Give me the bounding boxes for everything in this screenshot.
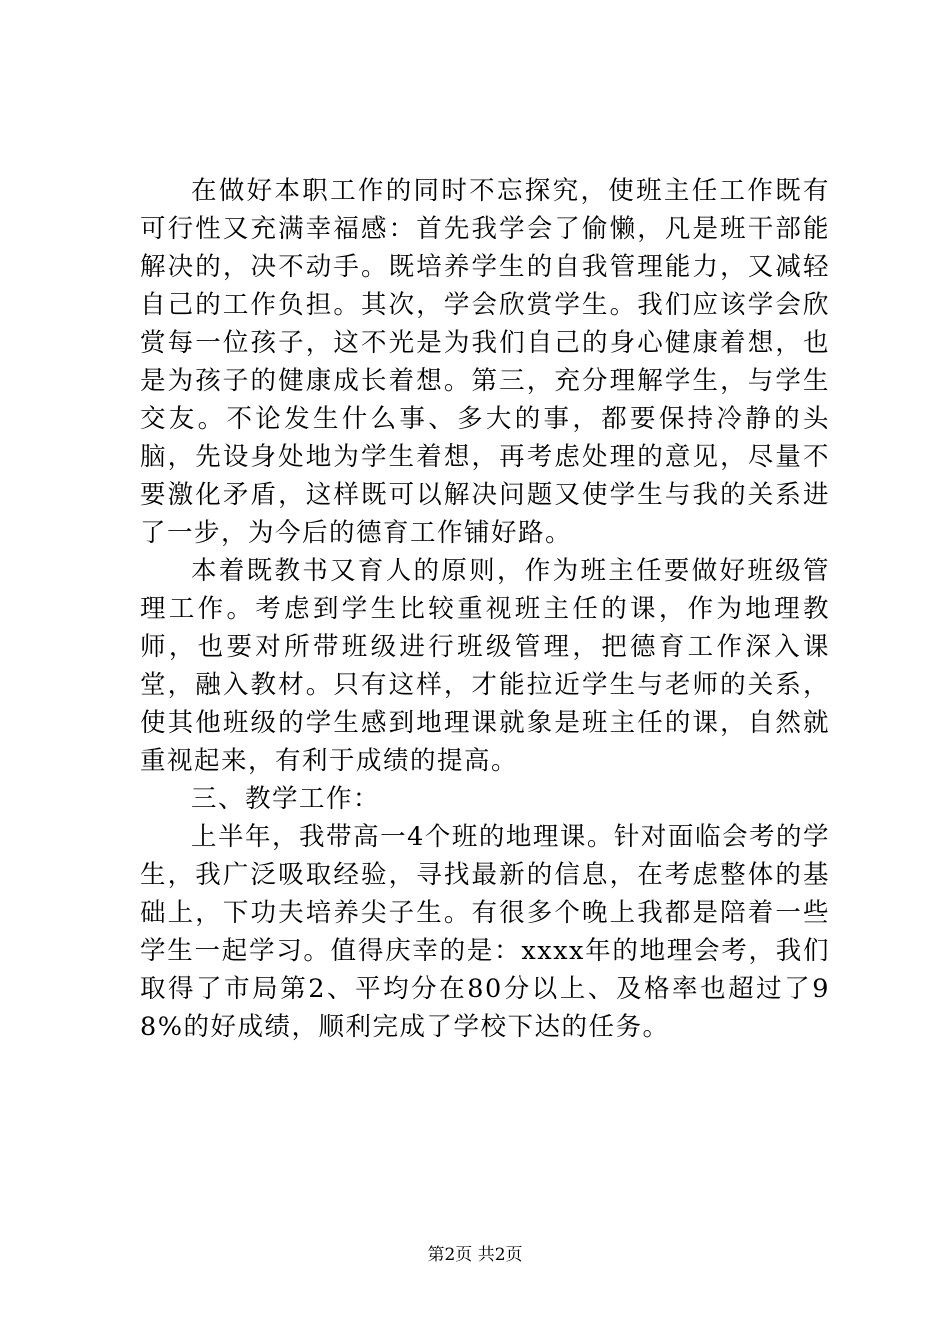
section-heading-teaching-work: 三、教学工作： — [191, 784, 381, 814]
document-body — [140, 172, 830, 1046]
paragraph-geography-results: 上半年，我带高一4个班的地理课。针对面临会考的学生，我广泛吸取经验，寻找最新的信息，在考虑整体的基础上，下功夫培养尖子生。有很多个晚上我都是陪着一些学生一起学习。值得庆幸的是：xxxx年的地理会考，我们取得了市局第2、平均分在80分以上、及格率也超过了98%的好成绩，顺利完成了学校下达的任务。 — [140, 822, 830, 1042]
page-number-footer: 第2页 共2页 — [427, 1245, 523, 1265]
paragraph-teaching-and-educating: 本着既教书又育人的原则，作为班主任要做好班级管理工作。考虑到学生比较重视班主任的课，作为地理教师，也要对所带班级进行班级管理，把德育工作深入课堂，融入教材。只有这样，才能拉近学生与老师的关系，使其他班级的学生感到地理课就象是班主任的课，自然就重视起来，有利于成绩的提高。 — [140, 556, 830, 776]
paragraph-class-management-tips: 在做好本职工作的同时不忘探究，使班主任工作既有可行性又充满幸福感：首先我学会了偷懒，凡是班干部能解决的，决不动手。既培养学生的自我管理能力，又减轻自己的工作负担。其次，学会欣赏学生。我们应该学会欣赏每一位孩子，这不光是为我们自己的身心健康着想，也是为孩子的健康成长着想。第三，充分理解学生，与学生交友。不论发生什么事、多大的事，都要保持冷静的头脑，先设身处地为学生着想，再考虑处理的意见，尽量不要激化矛盾，这样既可以解决问题又使学生与我的关系进了一步，为今后的德育工作铺好路。 — [140, 176, 830, 548]
